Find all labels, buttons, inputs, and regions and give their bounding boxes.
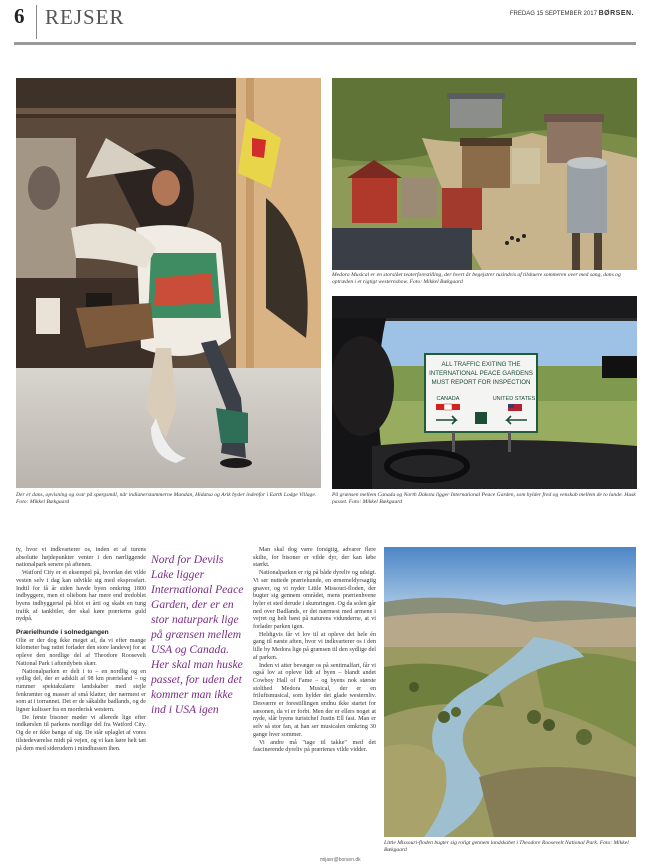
sign-united-states: UNITED STATES xyxy=(492,396,536,402)
sign-canada: CANADA xyxy=(436,396,460,402)
sign-line-3: MUST REPORT FOR INSPECTION xyxy=(431,379,531,386)
photo-river-caption: Little Missouri-floden bugter sig roligt gennem landskabet i Theodore Roosevelt National Park. Foto: Mikkel Bækgaard xyxy=(384,840,629,854)
article-column-3 xyxy=(253,547,376,755)
pull-quote: Nord for Devils Lake ligger International Peace Garden, der er en stor naturpark lige på grænsen mellem USA og Canada. Her skal man huske passet, for uden det kommer man ikke ind i USA igen xyxy=(151,553,244,716)
page-number: 6 xyxy=(14,4,25,28)
sign-line-1: ALL TRAFFIC EXITING THE xyxy=(441,361,521,368)
article-column-1 xyxy=(16,547,146,753)
section-title: REJSER xyxy=(45,5,125,29)
river-image xyxy=(384,547,636,837)
header-meta xyxy=(510,10,634,17)
paragraph: ty, hvor vi indkvarterer os, inden et af turens absolutte højdepunkter venter i den nærliggende nationalpark senere på aftenen. xyxy=(16,547,146,569)
photo-dancer xyxy=(16,78,321,488)
inspection-icon xyxy=(475,412,487,424)
paragraph: Heldigvis får vi lov til at opleve det hele én gang til næste aften, hvor vi indkvarterer os i den lille by Medora lige på grænsen til den sydlige del af parken. xyxy=(253,631,376,661)
town-image xyxy=(332,78,637,270)
photo-medora-caption: Medora Musical er en storslået teaterforestilling, der hvert år begejstrer tusindvis af tilskuere sommeren over med sang, dans og optræden i et rigtigt westernshow. Foto: Mikkel Bækgaard xyxy=(332,272,621,286)
sign-line-2: INTERNATIONAL PEACE GARDENS xyxy=(429,370,533,377)
dancer-image xyxy=(16,78,321,488)
photo-dancer-caption: Der er dans, opvisning og svar på spørgsmål, når indianerstammerne Mandan, Hidatsa og Arik byder indenfor i Earth Lodge Village. Foto: Mikkel Bækgaard xyxy=(16,492,317,506)
paragraph: Olie er der dog ikke meget af, da vi efter mange kilometer bag rattet forlader den store landevej for at opleve den nordlige del af Theodore Roosevelt National Park i aftendybets skær. xyxy=(16,637,146,667)
subheading: Prærielhunde i solnedgangen xyxy=(16,629,109,637)
issue-date: FREDAG 15 SEPTEMBER 2017 xyxy=(509,11,597,17)
newspaper-logo: BØRSEN. xyxy=(598,10,634,17)
photo-border-sign xyxy=(332,296,637,489)
paragraph: Inden vi atter bevæger os på sentimalfart, får vi også lov at opleve lidt af byen – blandt andet Cowboy Hall of Fame – og byens nok største stolthed Medora Musical, der er en friluftsmusical, som hylder det glade westernliv. Desværre er forestillingen endnu ikke startet for sæsonen, da vi er forbi. Men der er ellers noget at nyde, slår byens turistchef Justin Ell fast. Man er selv så stor fan, at han ser musicalen omkring 30 gange hver sommer. xyxy=(253,662,376,738)
header-divider xyxy=(36,5,37,39)
photo-medora-town xyxy=(332,78,637,270)
paragraph: Vi andre må "tage til takke" med det fascinerende dyreliv på prærienes vilde vidder. xyxy=(253,739,376,754)
border-image xyxy=(332,296,637,489)
paragraph: De første bisoner møder vi allerede lige efter indkørslen til parkens nordlige del fra Watford City. Og de er ikke bange af sig. De står uplaglet af vores tilstedeværelse midt på vejen, og vi kan køre helt tæt på dem med siderudern i mindhussen ihen. xyxy=(16,714,146,752)
paragraph: Man skal dog være forsigtig, advarer flere skilte, for bisoner er vilde dyr, der kan løbe stærkt. xyxy=(253,547,376,569)
header-rule xyxy=(14,42,636,45)
author-email[interactable]: mijaer@borsen.dk xyxy=(320,857,361,863)
paragraph: Watford City er et eksempel på, hvordan det vilde vesten selv i dag kan udvikle sig med eksprosfart. Indtil for få år siden havde byen omkring 1800 indbyggere, men et oliebom har mere end tredoblet byens indbyggertal på blot et årti og skabt en tung trafik af tankbiler, der skal køre prærierns guld nydpå. xyxy=(16,570,146,623)
photo-little-missouri xyxy=(384,547,636,837)
paragraph: Nationalparken er rig på både dyreliv og udsigt. Vi ser nuttede præriehunde, en ørnemeldyrsagtig gnaver, og vi nyder Little Missouri-floden, der bugter sig gennem området, mens prærienhvene hyler et sted derude i skumringen. Og da solen går ned over Badlands, er det nærmest med armene i vejret og helt bæst på naturens vidunderne, at vi forlader parken igen. xyxy=(253,570,376,631)
paragraph: Nationalparken er delt i to – en nordlig og en sydlig del, der er adskilt af 98 km prærieland – og rummer spektakulære landskaber med stejle fenkrænter og masser af små klatter, der nærmest er som at i torrannet. Det er de såkaldte badlands, og de ligner kulisser fra en morderisk western. xyxy=(16,668,146,714)
photo-border-caption: På grænsen mellem Canada og North Dakota ligger International Peace Garden, som hylder fred og venskab mellem de to lande. Husk passet. Foto: Mikkel Bækgaard xyxy=(332,492,636,506)
canada-flag-icon xyxy=(436,404,444,410)
